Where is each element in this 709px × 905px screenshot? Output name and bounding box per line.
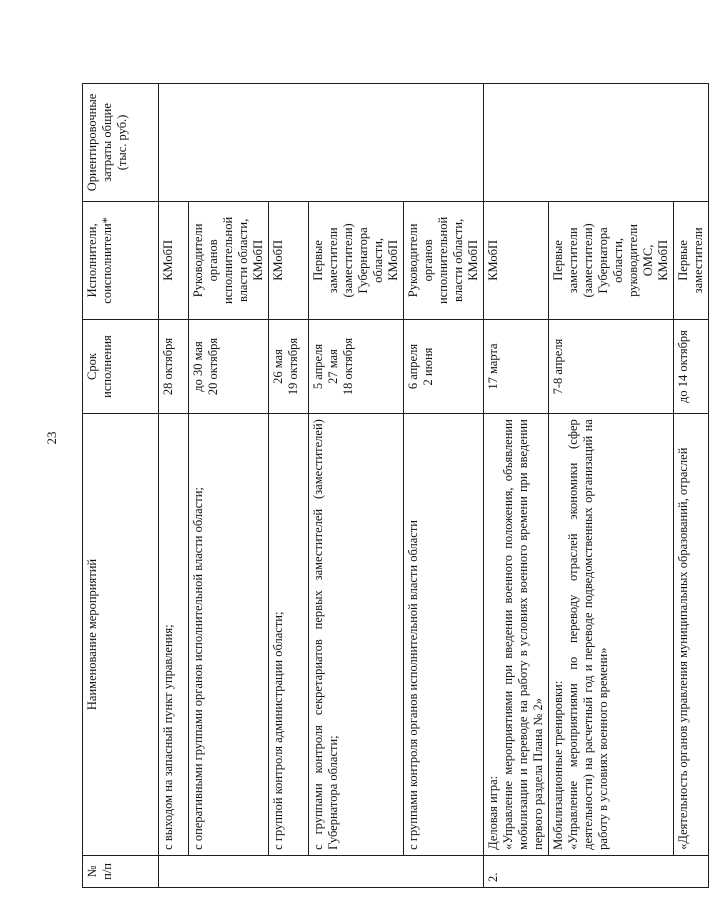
table-row <box>189 84 269 888</box>
table-row <box>549 84 674 888</box>
header-term <box>83 319 159 413</box>
row-name-text: «Управление мероприятиями при введении военного положения, объявлении мобилизации и переводе на работу в условиях военного времени при введении первого раздела Плана № 2» <box>501 419 545 850</box>
row-exec-cell: Руководители органов исполнительной власти области, КМобП <box>189 201 269 319</box>
row-exec-cell: КМобП <box>159 201 189 319</box>
row-name-cell: с группой контроля администрации области; <box>269 414 309 856</box>
header-cost-text: Ориентировочные затраты общие (тыс. руб.) <box>85 93 129 192</box>
header-name-text: Наименование мероприятий <box>85 558 99 711</box>
row-cost-cell <box>159 84 484 202</box>
row-name-cell <box>549 414 674 856</box>
header-num <box>83 855 159 887</box>
plan-table <box>82 83 709 888</box>
header-cost <box>83 84 159 202</box>
table-header-row <box>83 84 159 888</box>
row-name-cell: с оперативными группами органов исполнительной власти области; <box>189 414 269 856</box>
table-row <box>674 84 709 888</box>
table-row <box>269 84 309 888</box>
row-cost-cell <box>484 84 709 202</box>
row-exec-cell: Руководители органов исполнительной власти области, КМобП <box>404 201 484 319</box>
row-exec-cell: КМобП <box>484 201 549 319</box>
row-num-cell: 2. <box>484 855 709 887</box>
row-term-cell: 5 апреля 27 мая 18 октября <box>309 319 404 413</box>
row-exec-cell: Первые заместители <box>674 201 709 319</box>
row-exec-cell: КМобП <box>269 201 309 319</box>
row-term-cell: 17 марта <box>484 319 549 413</box>
header-exec <box>83 201 159 319</box>
header-term-text: Срок исполнения <box>85 335 114 398</box>
row-name-cell: с группами контроля секретариатов первых заместителей (заместителей) Губернатора области; <box>309 414 404 856</box>
row-term-cell: 28 октября <box>159 319 189 413</box>
row-term-cell: до 30 мая 20 октября <box>189 319 269 413</box>
table-row <box>159 84 189 888</box>
row-name-cell <box>484 414 549 856</box>
header-name <box>83 414 159 856</box>
row-term-cell: до 14 октября <box>674 319 709 413</box>
row-term-cell: 7-8 апреля <box>549 319 674 413</box>
row-exec-cell: Первые заместители (заместители) Губернатора области, КМобП <box>309 201 404 319</box>
row-name-cell: с группами контроля органов исполнительной власти области <box>404 414 484 856</box>
section-title: Деловая игра: <box>486 775 500 850</box>
table-row <box>404 84 484 888</box>
rotated-table-wrapper <box>82 83 705 888</box>
table-row <box>484 84 549 888</box>
header-num-text: № п/п <box>85 863 114 880</box>
row-name-cell: с выходом на запасный пункт управления; <box>159 414 189 856</box>
row-term-cell: 6 апреля 2 июня <box>404 319 484 413</box>
table-row <box>309 84 404 888</box>
row-term-cell: 26 мая 19 октября <box>269 319 309 413</box>
page-number: 23 <box>44 431 59 445</box>
row-num-cell <box>159 855 484 887</box>
section-title: Мобилизационные тренировки: <box>551 680 565 850</box>
row-name-cell: «Деятельность органов управления муниципальных образований, отраслей <box>674 414 709 856</box>
row-name-text: «Управление мероприятиями по переводу отраслей экономики (сфер деятельности) на расчетный год и переводе подведомственных организаций на работу в условиях военного времени» <box>566 419 610 850</box>
row-exec-cell: Первые заместители (заместители) Губернатора области, руководители ОМС, КМобП <box>549 201 674 319</box>
header-exec-text: Исполнители, соисполнители* <box>85 217 114 304</box>
